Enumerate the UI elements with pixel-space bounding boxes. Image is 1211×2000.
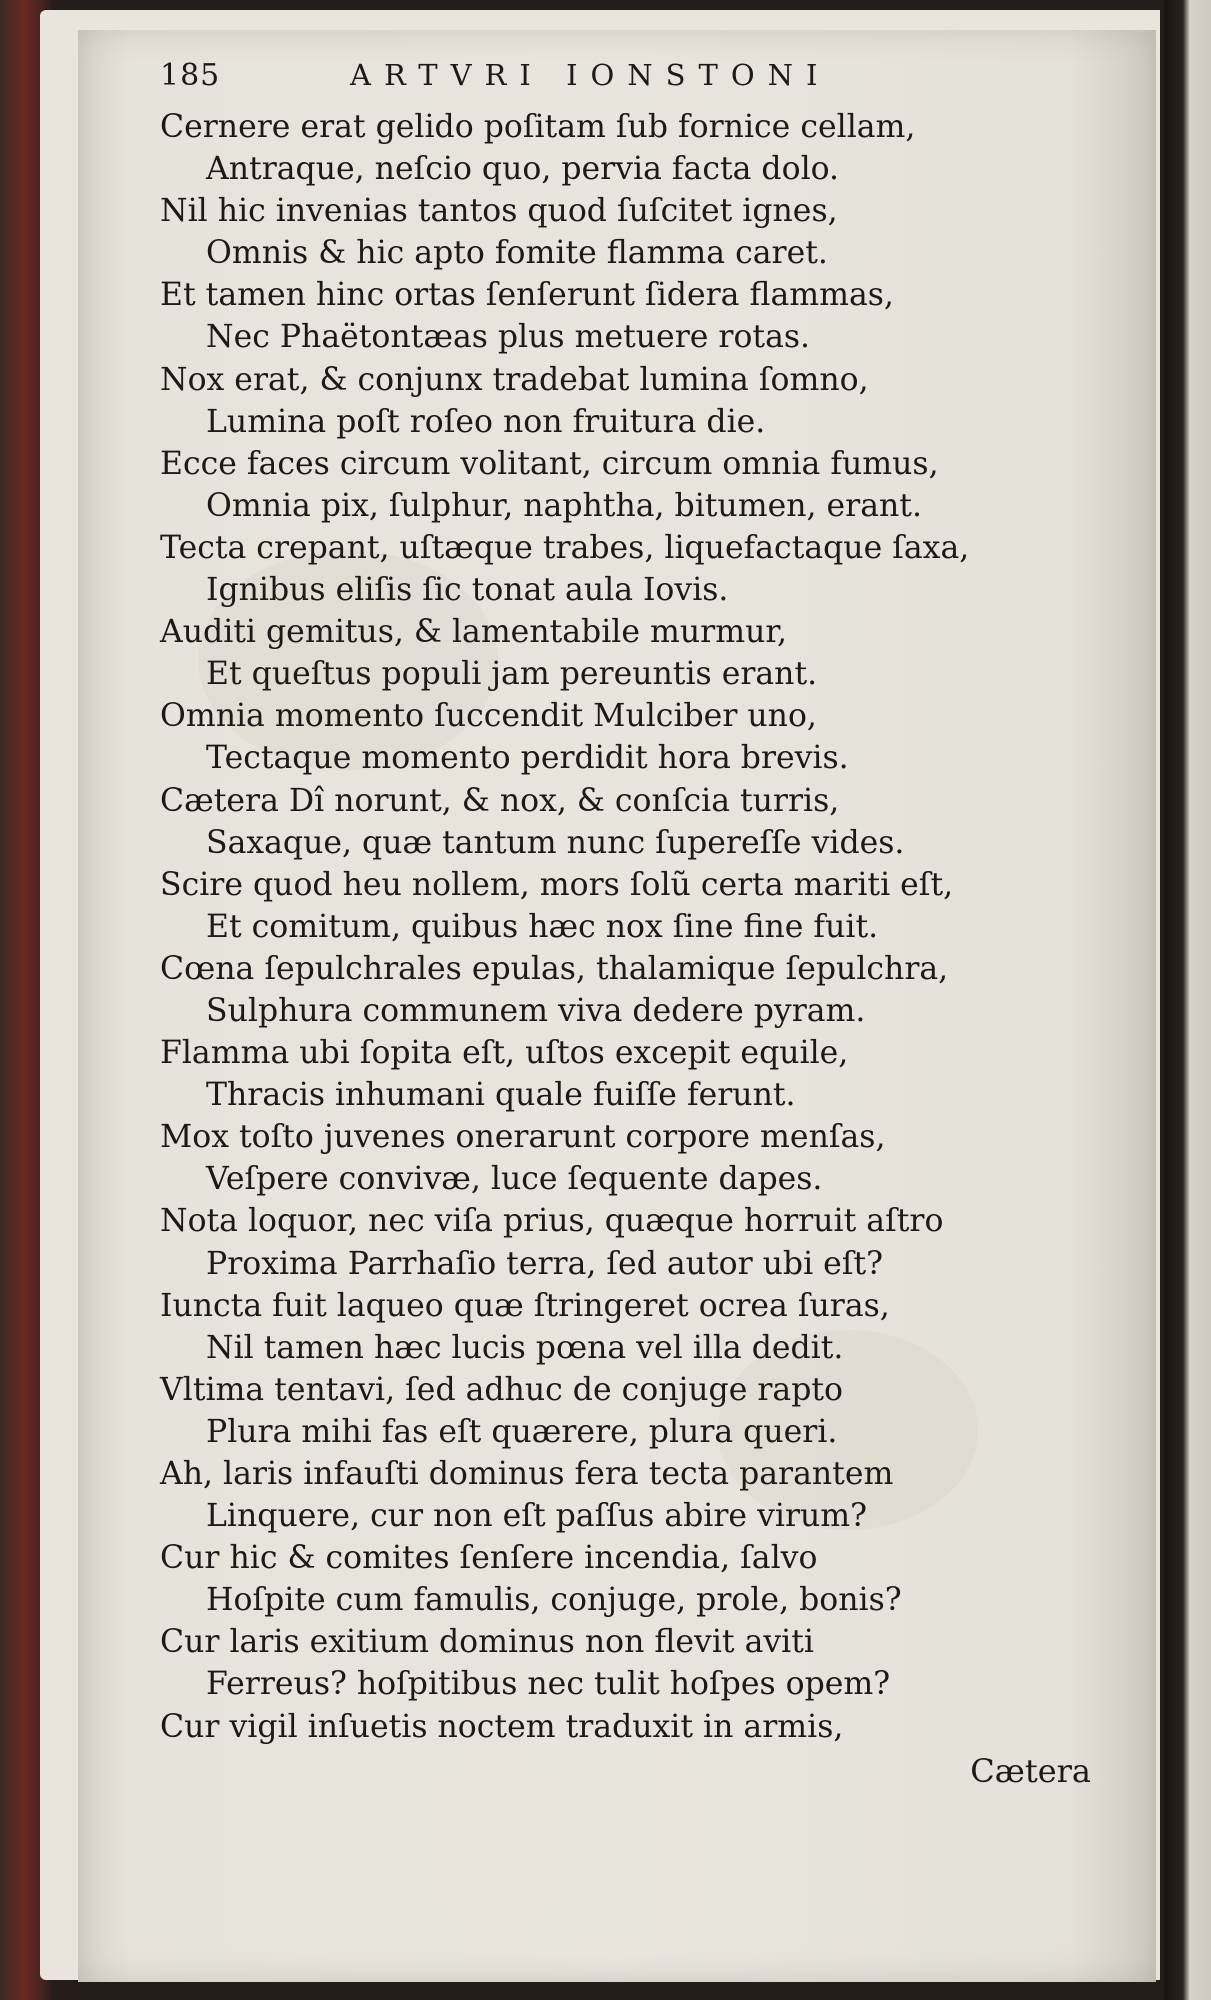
verse-line: Cætera Dî norunt, & nox, & conſcia turris, (160, 782, 840, 819)
verse-line: Cur laris exitium dominus non flevit aviti (160, 1624, 814, 1661)
verse-line: Tectaque momento perdidit hora brevis. (206, 740, 849, 777)
verse-line: Vltima tentavi, ſed adhuc de conjuge rapto (160, 1371, 844, 1408)
verse-line: Mox toſto juvenes onerarunt corpore menſas, (160, 1119, 886, 1156)
verse-line: Nil tamen hæc lucis pœna vel illa dedit. (206, 1329, 844, 1366)
verse-line: Iuncta fuit laqueo quæ ſtringeret ocrea ſuras, (160, 1287, 890, 1324)
verse-line: Lumina poſt roſeo non fruitura die. (206, 403, 766, 440)
verse-line: Nota loquor, nec viſa prius, quæque horruit aſtro (160, 1203, 944, 1240)
verse-line: Cœna ſepulchrales epulas, thalamique ſepulchra, (160, 950, 949, 987)
verse-line: Et queſtus populi jam pereuntis erant. (206, 656, 818, 693)
verse-line: Saxaque, quæ tantum nunc ſupereſſe vides. (206, 824, 905, 861)
verse-line: Cur hic & comites ſenſere incendia, ſalvo (160, 1540, 818, 1577)
verse-line: Ecce faces circum volitant, circum omnia fumus, (160, 445, 939, 482)
verse-line: Nil hic invenias tantos quod ſuſcitet ignes, (160, 193, 838, 230)
verse-line: Cernere erat gelido poſitam ſub fornice cellam, (160, 109, 916, 145)
verse-line: Et tamen hinc ortas ſenſerunt ſidera flammas, (160, 277, 894, 314)
verse-line: Ferreus? hoſpitibus nec tulit hoſpes opem? (206, 1666, 891, 1703)
verse-line: Linquere, cur non eſt paſſus abire virum? (206, 1498, 868, 1535)
verse-line: Flamma ubi ſopita eſt, uſtos excepit equile, (160, 1035, 849, 1072)
verse-line: Veſpere convivæ, luce ſequente dapes. (206, 1161, 823, 1198)
verse-line: Omnia momento ſuccendit Mulciber uno, (160, 698, 817, 735)
verse-line: Omnia pix, ſulphur, naphtha, bitumen, erant. (206, 487, 922, 524)
verse-line: Proxima Parrhaſio terra, ſed autor ubi eſt? (206, 1245, 884, 1282)
verse-line: Nox erat, & conjunx tradebat lumina ſomno, (160, 361, 869, 398)
verse-line: Scire quod heu nollem, mors ſolũ certa mariti eſt, (160, 866, 954, 903)
verse-line: Nec Phaëtontæas plus metuere rotas. (206, 319, 811, 356)
verse-line: Cur vigil inſuetis noctem traduxit in armis, (160, 1708, 844, 1745)
verse-line: Auditi gemitus, & lamentabile murmur, (160, 614, 788, 651)
page-header (160, 58, 1060, 102)
verse-line: Omnis & hic apto fomite flamma caret. (206, 235, 828, 272)
verse-line: Plura mihi fas eſt quærere, plura queri. (206, 1413, 838, 1450)
catchword: Cætera (970, 1752, 1091, 1790)
verse-line: Tecta crepant, uſtæque trabes, liquefactaque ſaxa, (160, 529, 970, 566)
running-head: ARTVRI IONSTONI (350, 58, 831, 92)
verse-line: Ignibus eliſis ſic tonat aula Iovis. (206, 572, 729, 609)
adjacent-page-edge (1164, 0, 1211, 2000)
verse-line: Ah, laris infauſti dominus fera tecta parantem (160, 1456, 894, 1492)
verse-line: Thracis inhumani quale fuiſſe ferunt. (206, 1077, 796, 1114)
verse-line: Antraque, neſcio quo, pervia facta dolo. (206, 151, 840, 188)
verse-line: Sulphura communem viva dedere pyram. (206, 992, 866, 1029)
verse-line: Hoſpite cum famulis, conjuge, prole, bonis? (206, 1582, 902, 1619)
verse-line: Et comitum, quibus hæc nox ſine fine fuit. (206, 908, 879, 945)
page-number: 185 (160, 58, 221, 93)
poem-text (160, 106, 1090, 1748)
